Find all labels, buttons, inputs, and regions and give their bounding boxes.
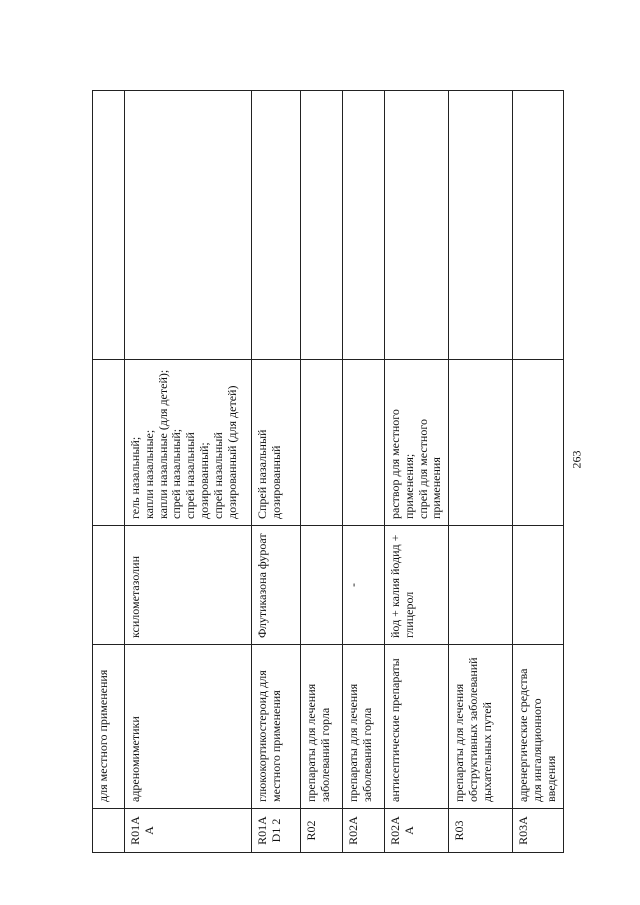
atc-code-cell: R03	[449, 809, 513, 853]
empty-cell	[385, 91, 449, 360]
atc-code-cell: R03A	[513, 809, 563, 853]
form-cell	[513, 360, 563, 526]
medications-table	[92, 90, 564, 853]
table-row	[252, 91, 301, 853]
form-cell	[301, 360, 343, 526]
empty-cell	[513, 91, 563, 360]
atc-code-cell: R02AA	[385, 809, 449, 853]
empty-cell	[252, 91, 301, 360]
table-row-continued	[93, 91, 125, 853]
atc-code-cell: R01AD1 2	[252, 809, 301, 853]
table-row	[385, 91, 449, 853]
form-cell	[252, 360, 301, 526]
form-line: капли назальные (для детей);	[155, 369, 170, 519]
atc-code-cell: R02	[301, 809, 343, 853]
empty-cell	[343, 91, 385, 360]
page-number: 263	[569, 450, 584, 469]
group-cell: для местного применения	[93, 645, 125, 809]
inn-cell	[301, 526, 343, 645]
atc-code-cell	[93, 809, 125, 853]
empty-cell	[125, 91, 252, 360]
table-row	[449, 91, 513, 853]
empty-cell	[449, 91, 513, 360]
form-cell	[125, 360, 252, 526]
group-cell: препараты для лечения обструктивных заболеваний дыхательных путей	[449, 645, 513, 809]
inn-cell	[93, 526, 125, 645]
form-line: спрей назальный дозированный;	[183, 432, 211, 519]
inn-cell: йод + калия йодид + глицерол	[385, 526, 449, 645]
atc-code-cell: R01AA	[125, 809, 252, 853]
rotated-table-container	[92, 91, 558, 853]
form-cell	[343, 360, 385, 526]
form-line: Спрей назальный дозированный	[255, 429, 283, 519]
group-cell: препараты для лечения заболеваний горла	[301, 645, 343, 809]
group-cell: антисептические препараты	[385, 645, 449, 809]
inn-cell: -	[343, 526, 385, 645]
form-cell	[93, 360, 125, 526]
form-line: гель назальный;	[128, 436, 142, 519]
form-line: спрей назальный;	[169, 428, 184, 519]
group-cell: адренергические средства для ингаляционного введения	[513, 645, 563, 809]
table-row	[343, 91, 385, 853]
form-line: спрей назальный дозированный (для детей)	[210, 385, 239, 519]
group-cell: препараты для лечения заболеваний горла	[343, 645, 385, 809]
form-line: раствор для местного применения;	[388, 409, 416, 519]
form-line: спрей для местного применения	[415, 419, 444, 519]
empty-cell	[93, 91, 125, 360]
empty-cell	[301, 91, 343, 360]
table-row	[301, 91, 343, 853]
atc-code-cell: R02A	[343, 809, 385, 853]
form-line: капли назальные;	[141, 429, 156, 519]
group-cell: адреномиметики	[125, 645, 252, 809]
inn-cell	[449, 526, 513, 645]
form-cell	[449, 360, 513, 526]
table-row	[125, 91, 252, 853]
inn-cell: Флутиказона фуроат	[252, 526, 301, 645]
inn-cell	[513, 526, 563, 645]
inn-cell: ксилометазолин	[125, 526, 252, 645]
table-row	[513, 91, 563, 853]
group-cell: глюкокортикостероид для местного применения	[252, 645, 301, 809]
form-cell	[385, 360, 449, 526]
